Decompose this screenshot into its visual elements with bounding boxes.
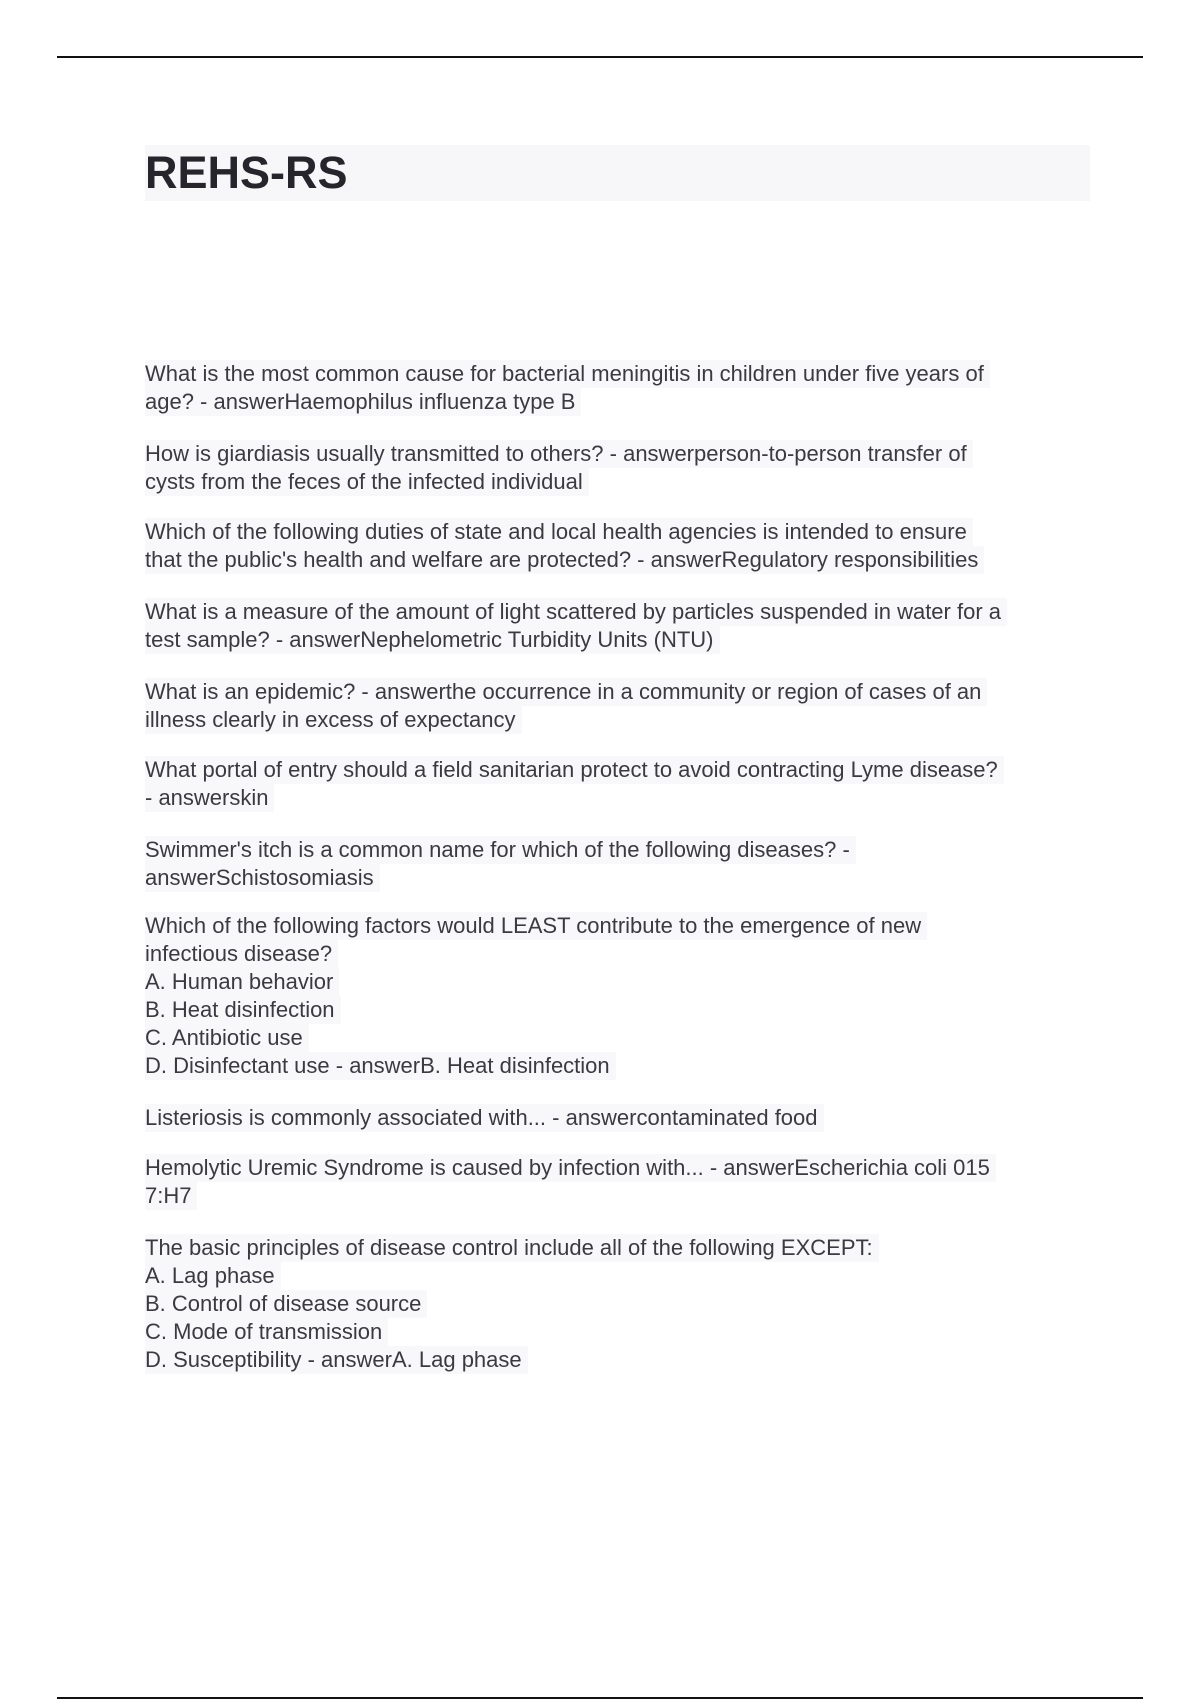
qa-item — [145, 518, 1095, 574]
qa-line: age? - answerHaemophilus influenza type B — [145, 388, 581, 416]
qa-list — [145, 338, 1095, 1374]
qa-line: B. Heat disinfection — [145, 996, 341, 1024]
qa-line: Listeriosis is commonly associated with... - answercontaminated food — [145, 1104, 824, 1132]
qa-item — [145, 1234, 1095, 1374]
qa-line: infectious disease? — [145, 940, 338, 968]
qa-line: How is giardiasis usually transmitted to others? - answerperson-to-person transfer of — [145, 440, 973, 468]
qa-line: What portal of entry should a field sanitarian protect to avoid contracting Lyme disease? — [145, 756, 1004, 784]
qa-item — [145, 756, 1095, 812]
qa-line: B. Control of disease source — [145, 1290, 427, 1318]
qa-line: illness clearly in excess of expectancy — [145, 706, 522, 734]
qa-item — [145, 678, 1095, 734]
document-title: REHS-RS — [145, 147, 348, 198]
qa-line: C. Antibiotic use — [145, 1024, 309, 1052]
qa-line: Which of the following duties of state and local health agencies is intended to ensure — [145, 518, 973, 546]
qa-line: cysts from the feces of the infected individual — [145, 468, 589, 496]
header-rule — [57, 56, 1143, 58]
qa-line: that the public's health and welfare are protected? - answerRegulatory responsibilities — [145, 546, 984, 574]
qa-item — [145, 836, 1095, 892]
qa-item — [145, 912, 1095, 1080]
qa-item — [145, 1154, 1095, 1210]
qa-item — [145, 598, 1095, 654]
qa-item — [145, 440, 1095, 496]
qa-line: What is an epidemic? - answerthe occurrence in a community or region of cases of an — [145, 678, 987, 706]
qa-line: C. Mode of transmission — [145, 1318, 388, 1346]
qa-line: D. Susceptibility - answerA. Lag phase — [145, 1346, 528, 1374]
qa-line: Which of the following factors would LEAST contribute to the emergence of new — [145, 912, 927, 940]
qa-line: - answerskin — [145, 784, 274, 812]
qa-line: D. Disinfectant use - answerB. Heat disinfection — [145, 1052, 616, 1080]
qa-line: What is a measure of the amount of light scattered by particles suspended in water for a — [145, 598, 1007, 626]
qa-line: A. Human behavior — [145, 968, 339, 996]
qa-line: answerSchistosomiasis — [145, 864, 380, 892]
qa-item — [145, 360, 1095, 416]
qa-item — [145, 1104, 1095, 1132]
footer-rule — [57, 1697, 1143, 1699]
qa-line: Swimmer's itch is a common name for which of the following diseases? - — [145, 836, 856, 864]
qa-line: The basic principles of disease control include all of the following EXCEPT: — [145, 1234, 879, 1262]
qa-line: What is the most common cause for bacterial meningitis in children under five years of — [145, 360, 990, 388]
qa-line: 7:H7 — [145, 1182, 197, 1210]
qa-line: test sample? - answerNephelometric Turbidity Units (NTU) — [145, 626, 720, 654]
qa-line: A. Lag phase — [145, 1262, 281, 1290]
qa-line: Hemolytic Uremic Syndrome is caused by infection with... - answerEscherichia coli 015 — [145, 1154, 996, 1182]
